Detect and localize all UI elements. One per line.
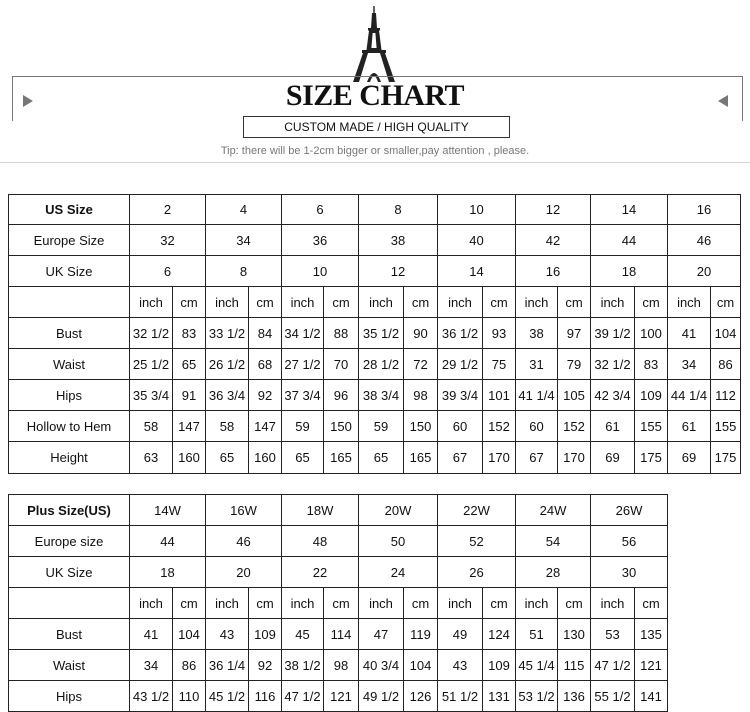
size-table-standard xyxy=(8,194,741,474)
table-cell: 135 xyxy=(635,619,668,650)
table-cell: 32 1/2 xyxy=(591,349,635,380)
table-cell: 33 1/2 xyxy=(206,318,249,349)
table-cell: 119 xyxy=(404,619,438,650)
table-cell: 126 xyxy=(404,681,438,712)
table-cell: 30 xyxy=(591,557,668,588)
table-cell: 26W xyxy=(591,495,668,526)
tip-text: Tip: there will be 1-2cm bigger or smaller,pay attention , please. xyxy=(220,145,530,157)
row-label: Europe size xyxy=(9,526,130,557)
table-cell: 38 3/4 xyxy=(359,380,404,411)
table-cell: 165 xyxy=(404,442,438,474)
table-cell: 40 3/4 xyxy=(359,650,404,681)
table-cell: 136 xyxy=(558,681,591,712)
table-row xyxy=(9,256,741,287)
table-row xyxy=(9,411,741,442)
table-cell: 116 xyxy=(249,681,282,712)
subtitle-box: CUSTOM MADE / HIGH QUALITY xyxy=(243,116,510,138)
row-label: UK Size xyxy=(9,557,130,588)
table-cell: 58 xyxy=(130,411,173,442)
table-cell: 52 xyxy=(438,526,516,557)
table-cell: 100 xyxy=(635,318,668,349)
table-row xyxy=(9,681,668,712)
table-cell: 47 1/2 xyxy=(591,650,635,681)
table-cell: cm xyxy=(249,588,282,619)
size-table-plus xyxy=(8,494,668,712)
table-cell: 98 xyxy=(404,380,438,411)
table-cell: 14 xyxy=(591,195,668,225)
table-row xyxy=(9,442,741,474)
table-row xyxy=(9,557,668,588)
table-cell: 65 xyxy=(282,442,324,474)
table-cell: inch xyxy=(282,588,324,619)
table-cell: cm xyxy=(483,588,516,619)
table-cell: 16 xyxy=(516,256,591,287)
table-cell: 38 xyxy=(516,318,558,349)
table-cell: 105 xyxy=(558,380,591,411)
table-cell: cm xyxy=(173,287,206,318)
row-label: Europe Size xyxy=(9,225,130,256)
table-cell: 47 xyxy=(359,619,404,650)
table-row xyxy=(9,318,741,349)
table-cell: 35 1/2 xyxy=(359,318,404,349)
table-cell: cm xyxy=(324,588,359,619)
table-cell: 86 xyxy=(711,349,741,380)
table-cell: 147 xyxy=(173,411,206,442)
table-cell: cm xyxy=(483,287,516,318)
table-cell: 43 xyxy=(438,650,483,681)
table-cell: 43 1/2 xyxy=(130,681,173,712)
table-cell: 110 xyxy=(173,681,206,712)
row-label: Hips xyxy=(9,380,130,411)
table-cell: 121 xyxy=(635,650,668,681)
eiffel-tower-icon xyxy=(350,6,398,82)
row-label: US Size xyxy=(9,195,130,225)
table-cell: 32 1/2 xyxy=(130,318,173,349)
table-cell: 49 xyxy=(438,619,483,650)
table-cell: 69 xyxy=(591,442,635,474)
table-cell: 12 xyxy=(516,195,591,225)
table-row xyxy=(9,650,668,681)
table-cell: cm xyxy=(635,588,668,619)
table-cell: 131 xyxy=(483,681,516,712)
table-cell: inch xyxy=(130,588,173,619)
page-title: SIZE CHART xyxy=(285,79,465,112)
table-cell: 6 xyxy=(282,195,359,225)
table-cell: 46 xyxy=(668,225,741,256)
table-cell: 104 xyxy=(404,650,438,681)
table-row xyxy=(9,195,741,225)
table-cell: inch xyxy=(438,588,483,619)
table-cell: 69 xyxy=(668,442,711,474)
row-label: Hips xyxy=(9,681,130,712)
table-cell: 4 xyxy=(206,195,282,225)
table-cell: 36 1/4 xyxy=(206,650,249,681)
table-cell: cm xyxy=(249,287,282,318)
table-cell: 55 1/2 xyxy=(591,681,635,712)
table-row xyxy=(9,526,668,557)
table-cell: 150 xyxy=(324,411,359,442)
table-cell: 65 xyxy=(359,442,404,474)
table-cell: 58 xyxy=(206,411,249,442)
table-cell: cm xyxy=(558,287,591,318)
table-cell: 165 xyxy=(324,442,359,474)
table-cell: 31 xyxy=(516,349,558,380)
table-cell: 67 xyxy=(438,442,483,474)
table-cell: 18 xyxy=(591,256,668,287)
table-cell: 26 xyxy=(438,557,516,588)
table-cell: 29 1/2 xyxy=(438,349,483,380)
table-cell: cm xyxy=(404,588,438,619)
table-cell: 50 xyxy=(359,526,438,557)
table-cell: inch xyxy=(591,287,635,318)
table-cell: 6 xyxy=(130,256,206,287)
row-label: Bust xyxy=(9,318,130,349)
table-cell: 112 xyxy=(711,380,741,411)
table-cell: 44 1/4 xyxy=(668,380,711,411)
table-cell: 25 1/2 xyxy=(130,349,173,380)
table-cell: 141 xyxy=(635,681,668,712)
table-cell: 121 xyxy=(324,681,359,712)
table-cell: 42 xyxy=(516,225,591,256)
table-cell: 104 xyxy=(711,318,741,349)
table-cell: 34 xyxy=(668,349,711,380)
table-cell: 38 xyxy=(359,225,438,256)
table-cell: 61 xyxy=(591,411,635,442)
table-cell: 90 xyxy=(404,318,438,349)
table-cell: 36 1/2 xyxy=(438,318,483,349)
table-cell: 170 xyxy=(558,442,591,474)
table-cell: 53 1/2 xyxy=(516,681,558,712)
table-cell: inch xyxy=(591,588,635,619)
table-cell: 175 xyxy=(711,442,741,474)
table-cell: 12 xyxy=(359,256,438,287)
table-cell: 152 xyxy=(483,411,516,442)
row-label: Waist xyxy=(9,349,130,380)
table-cell: 124 xyxy=(483,619,516,650)
table-cell: 97 xyxy=(558,318,591,349)
table-cell: 84 xyxy=(249,318,282,349)
table-cell: 38 1/2 xyxy=(282,650,324,681)
table-cell: 45 xyxy=(282,619,324,650)
table-cell: inch xyxy=(516,287,558,318)
table-cell: 175 xyxy=(635,442,668,474)
row-label xyxy=(9,588,130,619)
table-row xyxy=(9,225,741,256)
table-cell: 22W xyxy=(438,495,516,526)
table-cell: inch xyxy=(516,588,558,619)
table-cell: 51 1/2 xyxy=(438,681,483,712)
table-cell: 10 xyxy=(438,195,516,225)
table-cell: 75 xyxy=(483,349,516,380)
table-cell: 20 xyxy=(668,256,741,287)
table-cell: 2 xyxy=(130,195,206,225)
table-cell: 44 xyxy=(591,225,668,256)
table-cell: 114 xyxy=(324,619,359,650)
table-cell: 101 xyxy=(483,380,516,411)
table-cell: inch xyxy=(359,287,404,318)
table-cell: inch xyxy=(438,287,483,318)
table-cell: inch xyxy=(206,287,249,318)
table-cell: 130 xyxy=(558,619,591,650)
table-cell: 92 xyxy=(249,380,282,411)
table-cell: 24 xyxy=(359,557,438,588)
table-cell: 41 1/4 xyxy=(516,380,558,411)
table-cell: 61 xyxy=(668,411,711,442)
table-cell: 92 xyxy=(249,650,282,681)
table-cell: 91 xyxy=(173,380,206,411)
table-cell: 109 xyxy=(635,380,668,411)
table-cell: 14 xyxy=(438,256,516,287)
table-cell: 41 xyxy=(668,318,711,349)
table-cell: 36 3/4 xyxy=(206,380,249,411)
table-cell: cm xyxy=(635,287,668,318)
table-cell: cm xyxy=(558,588,591,619)
table-cell: 10 xyxy=(282,256,359,287)
row-label: UK Size xyxy=(9,256,130,287)
table-cell: 14W xyxy=(130,495,206,526)
table-cell: 45 1/4 xyxy=(516,650,558,681)
table-cell: 49 1/2 xyxy=(359,681,404,712)
table-cell: 83 xyxy=(173,318,206,349)
row-label: Height xyxy=(9,442,130,474)
table-row xyxy=(9,380,741,411)
table-row xyxy=(9,619,668,650)
table-cell: 37 3/4 xyxy=(282,380,324,411)
table-cell: 104 xyxy=(173,619,206,650)
row-label: Plus Size(US) xyxy=(9,495,130,526)
table-cell: cm xyxy=(173,588,206,619)
table-cell: 54 xyxy=(516,526,591,557)
table-cell: 46 xyxy=(206,526,282,557)
table-cell: 26 1/2 xyxy=(206,349,249,380)
table-cell: 20 xyxy=(206,557,282,588)
table-cell: 109 xyxy=(249,619,282,650)
table-cell: 60 xyxy=(516,411,558,442)
table-cell: inch xyxy=(282,287,324,318)
table-cell: 96 xyxy=(324,380,359,411)
table-cell: 39 1/2 xyxy=(591,318,635,349)
table-cell: cm xyxy=(324,287,359,318)
table-cell: 8 xyxy=(359,195,438,225)
table-row xyxy=(9,495,668,526)
size-table-plus-body xyxy=(9,495,668,712)
table-cell: 65 xyxy=(206,442,249,474)
table-cell: 160 xyxy=(249,442,282,474)
table-cell: 88 xyxy=(324,318,359,349)
table-cell: inch xyxy=(668,287,711,318)
table-cell: 42 3/4 xyxy=(591,380,635,411)
divider xyxy=(0,162,750,163)
table-cell: 160 xyxy=(173,442,206,474)
table-cell: 155 xyxy=(711,411,741,442)
table-cell: 59 xyxy=(359,411,404,442)
table-cell: 56 xyxy=(591,526,668,557)
table-cell: 16W xyxy=(206,495,282,526)
table-cell: 47 1/2 xyxy=(282,681,324,712)
table-cell: 68 xyxy=(249,349,282,380)
row-label: Bust xyxy=(9,619,130,650)
table-cell: 155 xyxy=(635,411,668,442)
table-cell: 67 xyxy=(516,442,558,474)
table-cell: 45 1/2 xyxy=(206,681,249,712)
table-cell: 22 xyxy=(282,557,359,588)
table-cell: 40 xyxy=(438,225,516,256)
table-cell: 98 xyxy=(324,650,359,681)
table-row xyxy=(9,287,741,318)
row-label: Hollow to Hem xyxy=(9,411,130,442)
table-cell: 18 xyxy=(130,557,206,588)
table-cell: inch xyxy=(359,588,404,619)
table-cell: 51 xyxy=(516,619,558,650)
table-cell: 152 xyxy=(558,411,591,442)
table-cell: cm xyxy=(711,287,741,318)
table-row xyxy=(9,349,741,380)
table-cell: cm xyxy=(404,287,438,318)
table-cell: 34 1/2 xyxy=(282,318,324,349)
table-cell: 170 xyxy=(483,442,516,474)
table-cell: 27 1/2 xyxy=(282,349,324,380)
table-cell: 115 xyxy=(558,650,591,681)
table-cell: 60 xyxy=(438,411,483,442)
table-cell: inch xyxy=(130,287,173,318)
table-cell: 28 1/2 xyxy=(359,349,404,380)
table-cell: 8 xyxy=(206,256,282,287)
row-label xyxy=(9,287,130,318)
table-cell: 65 xyxy=(173,349,206,380)
table-cell: 147 xyxy=(249,411,282,442)
table-cell: 20W xyxy=(359,495,438,526)
table-cell: 35 3/4 xyxy=(130,380,173,411)
table-cell: inch xyxy=(206,588,249,619)
table-cell: 18W xyxy=(282,495,359,526)
table-cell: 79 xyxy=(558,349,591,380)
table-cell: 48 xyxy=(282,526,359,557)
table-cell: 28 xyxy=(516,557,591,588)
row-label: Waist xyxy=(9,650,130,681)
table-cell: 109 xyxy=(483,650,516,681)
table-cell: 16 xyxy=(668,195,741,225)
table-cell: 83 xyxy=(635,349,668,380)
table-cell: 72 xyxy=(404,349,438,380)
table-cell: 34 xyxy=(130,650,173,681)
table-cell: 70 xyxy=(324,349,359,380)
table-cell: 41 xyxy=(130,619,173,650)
table-cell: 43 xyxy=(206,619,249,650)
table-cell: 93 xyxy=(483,318,516,349)
table-cell: 36 xyxy=(282,225,359,256)
table-cell: 53 xyxy=(591,619,635,650)
table-row xyxy=(9,588,668,619)
table-cell: 150 xyxy=(404,411,438,442)
table-cell: 63 xyxy=(130,442,173,474)
table-cell: 86 xyxy=(173,650,206,681)
table-cell: 39 3/4 xyxy=(438,380,483,411)
table-cell: 44 xyxy=(130,526,206,557)
table-cell: 34 xyxy=(206,225,282,256)
table-cell: 24W xyxy=(516,495,591,526)
table-cell: 59 xyxy=(282,411,324,442)
table-cell: 32 xyxy=(130,225,206,256)
size-table-standard-body xyxy=(9,195,741,474)
